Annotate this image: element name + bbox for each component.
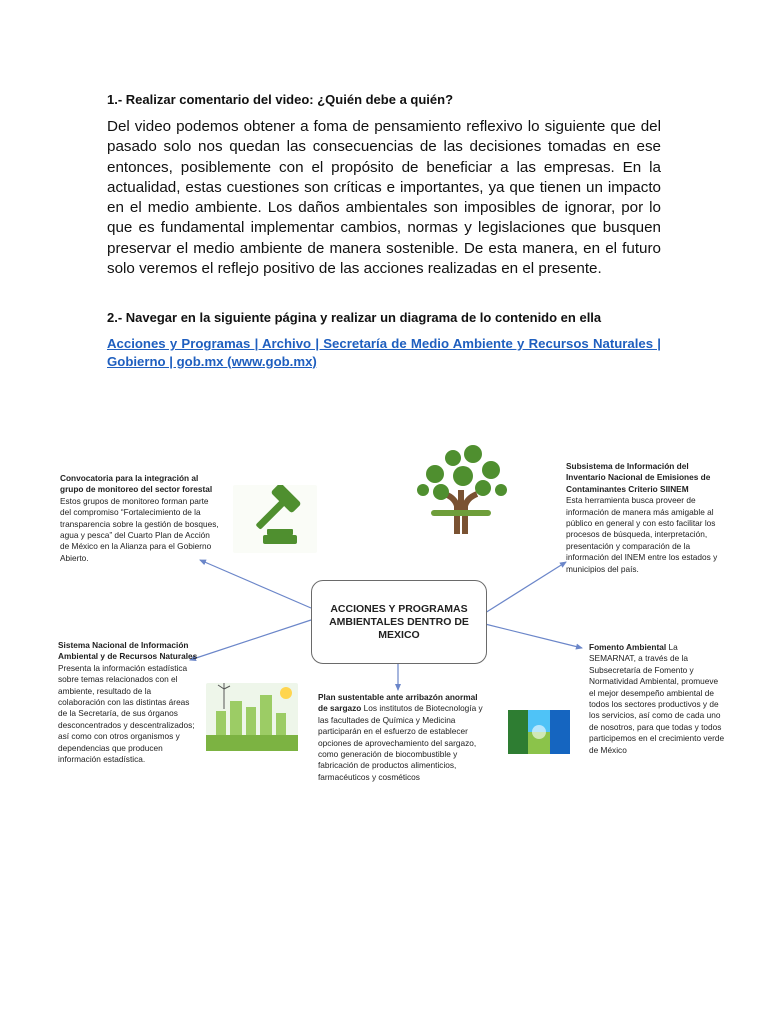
diagram-center-label: ACCIONES Y PROGRAMAS AMBIENTALES DENTRO DE MEXICO: [329, 602, 469, 641]
node-plan-body: Los institutos de Biotecnología y las facultades de Química y Medicina participarán en el esfuerzo de establecer opciones de aprovechamiento del sargazo, como generación de biocombustible y fabricación de productos alimenticios, farmacéuticos y cosméticos: [318, 703, 483, 782]
question-1-heading: 1.- Realizar comentario del video: ¿Quién debe a quién?: [107, 92, 454, 107]
node-sistema-title: Sistema Nacional de Información Ambiental y de Recursos Naturales: [58, 640, 198, 662]
arrow-to-convocatoria: [200, 560, 311, 608]
question-2-heading: 2.- Navegar en la siguiente página y realizar un diagrama de lo contenido en ella: [107, 310, 602, 325]
tree-icon: [405, 440, 517, 534]
node-sistema: [58, 640, 200, 765]
arrow-to-subsistema: [485, 562, 566, 613]
arrow-to-sistema: [190, 620, 311, 660]
node-plan-title: Plan sustentable ante arribazón anormal de sargazo: [318, 692, 478, 714]
mind-map-diagram: [48, 438, 728, 838]
environment-collage-icon: [508, 710, 570, 754]
node-fomento-body: La SEMARNAT, a través de la Subsecretaría de Fomento y Normatividad Ambiental, promueve el mejor desempeño ambiental de todos los sectores productivos y de los servicios, así como de cada uno de nosotros, para que todas y todos participemos en el crecimiento verde de México: [589, 642, 725, 755]
green-city-icon: [206, 683, 298, 751]
node-sistema-body: Presenta la información estadística sobre temas relacionados con el ambiente, resultado de la colaboración con las distintas áreas de la Secretaría, de sus órganos desconcentrados y descentralizados; así como con otros organismos y dependencias que producen información estadística.: [58, 662, 195, 765]
arrow-to-fomento: [485, 624, 582, 648]
node-subsistema-title: Subsistema de Información del Inventario Nacional de Emisiones de Contaminantes Criterio SIINEM: [566, 461, 711, 494]
node-convocatoria-title: Convocatoria para la integración al grupo de monitoreo del sector forestal: [60, 473, 213, 495]
node-fomento-title: Fomento Ambiental: [589, 642, 667, 652]
node-convocatoria: [60, 473, 220, 564]
node-plan: [318, 692, 486, 783]
node-subsistema: [566, 461, 726, 575]
node-subsistema-body: Esta herramienta busca proveer de información de manera más amigable al público en general y con esto facilitar los procesos de búsqueda, interpretación, presentación y comparación de la información del INEM entre los estados y municipios del país.: [566, 495, 718, 574]
diagram-center-box: [311, 580, 487, 664]
video-comment-paragraph: Del video podemos obtener a foma de pensamiento reflexivo lo siguiente que del pasado solo nos quedan las consecuencias de las decisiones tomadas en ese entonces, posiblemente con el propósito de beneficiar a las empresas. En la actualidad, estas cuestiones son críticas e importantes, ya que tienen un impacto en el medio ambiente. Los daños ambientales son imposibles de ignorar, por lo que es fundamental implementar cambios, normas y legislaciones que busquen preservar el medio ambiente de manera sostenible. De esta manera, en el futuro solo veremos el reflejo positivo de las acciones realizadas en el presente.: [107, 118, 661, 278]
gob-mx-link[interactable]: Acciones y Programas | Archivo | Secretaría de Medio Ambiente y Recursos Naturales | Gobierno | gob.mx (www.gob.mx): [107, 336, 661, 369]
gavel-icon: [233, 485, 317, 553]
node-convocatoria-body: Estos grupos de monitoreo forman parte del compromiso “Fortalecimiento de la transparencia sobre la gestión de bosques, agua y pesca” del Cuarto Plan de Acción de México en la Alianza para el Gobierno Abierto.: [60, 495, 219, 563]
node-fomento: [589, 642, 725, 756]
